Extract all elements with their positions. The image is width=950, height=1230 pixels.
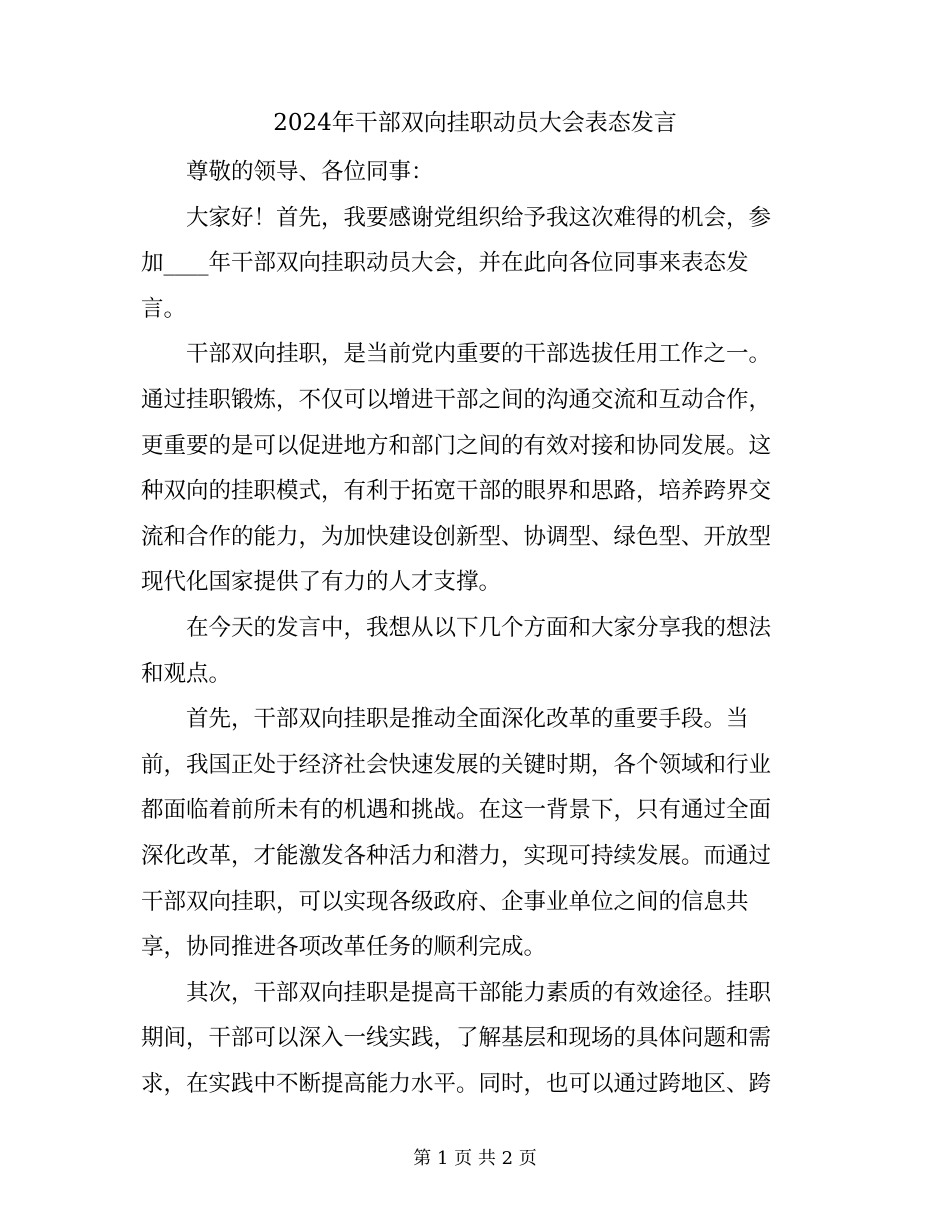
text-line: 尊敬的领导、各位同事： [186,159,434,185]
text-line: 前，我国正处于经济社会快速发展的关键时期，各个领域和行业 [141,751,772,778]
text-line: 言。 [141,295,187,322]
text-line: 流和合作的能力，为加快建设创新型、协调型、绿色型、开放型 [141,523,772,550]
paragraph-point-one [141,697,797,971]
text-line: 都面临着前所未有的机遇和挑战。在这一背景下，只有通过全面 [141,797,772,824]
text-line: 深化改革，才能激发各种活力和潜力，实现可持续发展。而通过 [141,842,772,869]
paragraph-intro [141,606,797,697]
paragraph-background [141,332,797,606]
text-line: 和观点。 [141,660,232,687]
text-line: 在今天的发言中，我想从以下几个方面和大家分享我的想法 [186,614,772,641]
text-line: 通过挂职锻炼，不仅可以增进干部之间的沟通交流和互动合作， [141,386,772,413]
text-line: 加____年干部双向挂职动员大会，并在此向各位同事来表态发 [141,250,749,277]
text-line: 干部双向挂职，可以实现各级政府、企事业单位之间的信息共 [141,888,749,915]
text-line: 其次，干部双向挂职是提高干部能力素质的有效途径。挂职 [186,979,772,1006]
document-body [141,150,797,1107]
paragraph-point-two [141,971,797,1108]
text-line: 享，协同推进各项改革任务的顺利完成。 [141,934,547,961]
text-line: 求，在实践中不断提高能力水平。同时，也可以通过跨地区、跨 [141,1070,772,1097]
text-line: 现代化国家提供了有力的人才支撑。 [141,569,502,596]
text-line: 更重要的是可以促进地方和部门之间的有效对接和协同发展。这 [141,432,772,459]
text-line: 干部双向挂职，是当前党内重要的干部选拔任用工作之一。 [186,341,772,368]
text-line: 首先，干部双向挂职是推动全面深化改革的重要手段。当 [186,706,749,733]
page-number-footer: 第 1 页 共 2 页 [413,1148,537,1169]
document-title: 2024年干部双向挂职动员大会表态发言 [273,110,677,136]
paragraph-opening [141,196,797,333]
paragraph-salutation [141,150,797,196]
text-line: 种双向的挂职模式，有利于拓宽干部的眼界和思路，培养跨界交 [141,478,772,505]
text-line: 期间，干部可以深入一线实践，了解基层和现场的具体问题和需 [141,1025,772,1052]
text-line: 大家好！首先，我要感谢党组织给予我这次难得的机会，参 [186,204,772,231]
